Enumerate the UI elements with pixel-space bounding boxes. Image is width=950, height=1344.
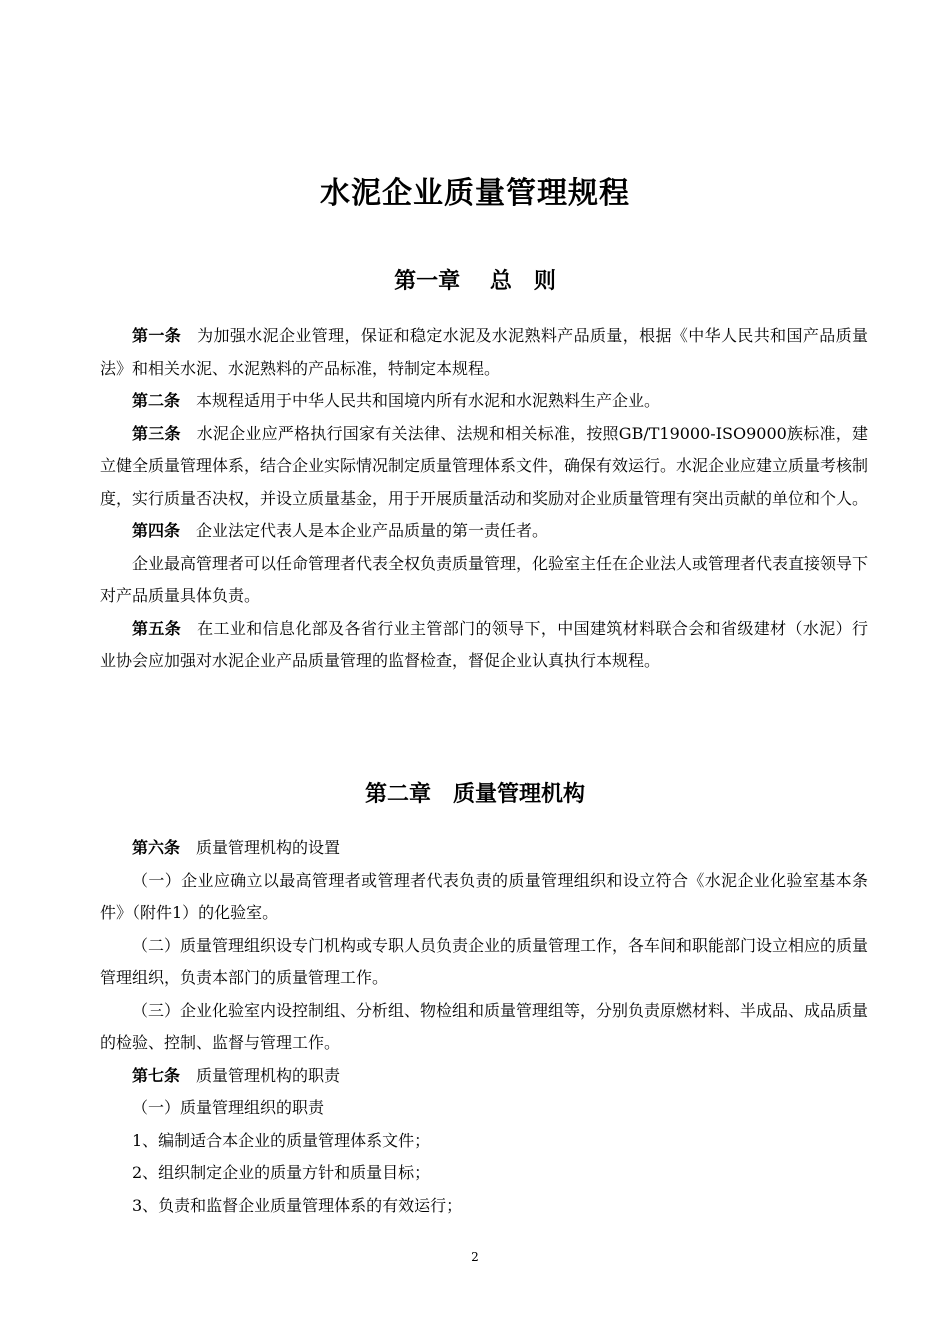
article-6-item-2: （二）质量管理组织设专门机构或专职人员负责企业的质量管理工作，各车间和职能部门设立相应的质量管理组织，负责本部门的质量管理工作。 <box>100 935 869 987</box>
article-text: 本规程适用于中华人民共和国境内所有水泥和水泥熟料生产企业。 <box>196 391 661 410</box>
article-6-item-3: （三）企业化验室内设控制组、分析组、物检组和质量管理组等，分别负责原燃材料、半成品、成品质量的检验、控制、监督与管理工作。 <box>100 1000 869 1052</box>
chapter-2-body <box>100 832 868 1222</box>
article-6-item-1: （一）企业应确立以最高管理者或管理者代表负责的质量管理组织和设立符合《水泥企业化验室基本条件》（附件1）的化验室。 <box>100 870 868 922</box>
article-2 <box>100 385 868 418</box>
article-text: 水泥企业应严格执行国家有关法律、法规和相关标准，按照GB/T19000-ISO9000族标准，建立健全质量管理体系，结合企业实际情况制定质量管理体系文件，确保有效运行。水泥企业应建立质量考核制度，实行质量否决权，并设立质量基金，用于开展质量活动和奖励对企业质量管理有突出贡献的单位和个人。 <box>100 423 869 508</box>
article-label: 第三条 <box>132 423 181 443</box>
article-5 <box>100 613 868 678</box>
article-text: 企业法定代表人是本企业产品质量的第一责任者。 <box>196 521 549 540</box>
article-1 <box>100 320 868 385</box>
article-6 <box>100 832 868 865</box>
article-label: 第五条 <box>132 618 182 638</box>
article-label: 第六条 <box>132 838 181 857</box>
article-3 <box>100 418 868 516</box>
article-7-item-3: 3、负责和监督企业质量管理体系的有效运行； <box>132 1195 463 1215</box>
chapter-1-body <box>100 320 868 678</box>
chapter-2-heading: 第二章 质量管理机构 <box>364 782 585 807</box>
article-text: 质量管理机构的设置 <box>196 838 341 857</box>
article-label: 第七条 <box>132 1065 181 1085</box>
article-4 <box>100 515 868 548</box>
document-title: 水泥企业质量管理规程 <box>320 176 630 211</box>
article-label: 第二条 <box>132 391 181 410</box>
page-number: 2 <box>471 1250 479 1264</box>
article-label: 第一条 <box>132 326 182 345</box>
article-text: 为加强水泥企业管理，保证和稳定水泥及水泥熟料产品质量，根据《中华人民共和国产品质量法》和相关水泥、水泥熟料的产品标准，特制定本规程。 <box>100 326 868 378</box>
paragraph-management-representative: 企业最高管理者可以任命管理者代表全权负责质量管理，化验室主任在企业法人或管理者代表直接领导下对产品质量具体负责。 <box>100 553 869 605</box>
article-label: 第四条 <box>132 521 181 540</box>
article-7-item-2: 2、组织制定企业的质量方针和质量目标； <box>132 1163 431 1182</box>
article-text: 在工业和信息化部及各省行业主管部门的领导下，中国建筑材料联合会和省级建材（水泥）行业协会应加强对水泥企业产品质量管理的监督检查，督促企业认真执行本规程。 <box>100 618 868 670</box>
article-7-item-1: 1、编制适合本企业的质量管理体系文件； <box>132 1130 431 1150</box>
article-7 <box>100 1060 868 1093</box>
article-text: 质量管理机构的职责 <box>196 1065 341 1085</box>
chapter-1-heading: 第一章 总 则 <box>394 269 556 294</box>
article-7-subheading: （一）质量管理组织的职责 <box>132 1098 325 1117</box>
